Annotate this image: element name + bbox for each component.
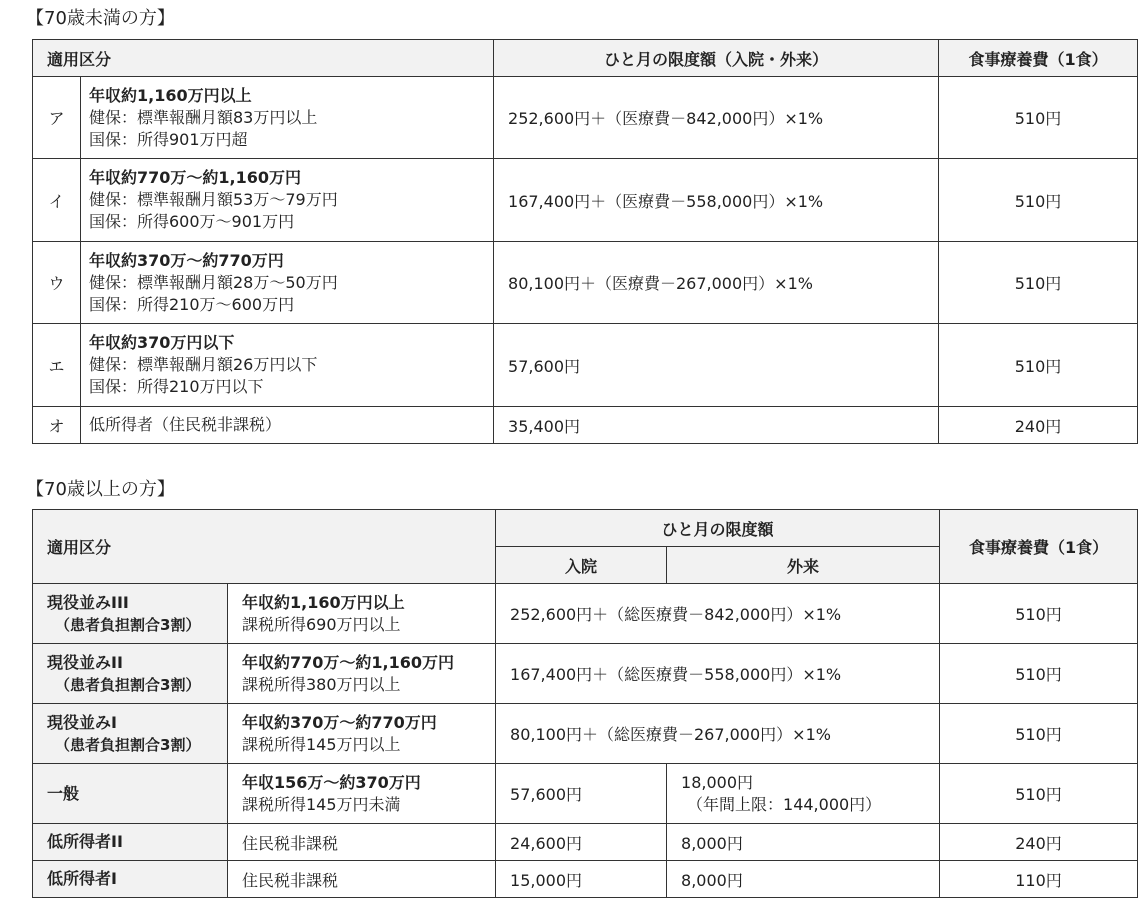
income-label: 年収約770万～約1,160万円 <box>242 652 455 672</box>
meal-value: 510円 <box>939 242 1138 324</box>
meal-value: 510円 <box>939 324 1138 407</box>
kenpo-label: 健保：標準報酬月額28万～50万円 <box>89 272 338 292</box>
header-inpatient: 入院 <box>496 547 667 584</box>
table-row <box>33 242 1138 324</box>
table-row <box>33 324 1138 407</box>
row-description <box>81 242 494 324</box>
income-label: 年収156万～約370万円 <box>242 772 421 792</box>
row-code: オ <box>33 407 81 444</box>
meal-value: 240円 <box>940 824 1138 861</box>
outpatient-value: 18,000円 <box>681 772 754 792</box>
row-description <box>81 159 494 242</box>
table-row <box>33 407 1138 444</box>
row-code: イ <box>33 159 81 242</box>
limit-value: 57,600円 <box>494 324 939 407</box>
limit-value: 167,400円＋（総医療費－558,000円）×1% <box>496 644 940 704</box>
income-label: 年収約770万～約1,160万円 <box>89 168 302 187</box>
income-label: 年収約370万～約770万円 <box>89 250 284 270</box>
outpatient-value: 8,000円 <box>667 861 940 898</box>
category-label: 現役並みIII <box>47 592 129 612</box>
tax-label: 課税所得380万円以上 <box>242 674 401 694</box>
header-row <box>33 510 1138 547</box>
table-row <box>33 824 1138 861</box>
header-meal: 食事療養費（1食） <box>940 510 1138 584</box>
meal-value: 510円 <box>939 77 1138 159</box>
row-description <box>81 324 494 407</box>
table-row <box>33 644 1138 704</box>
meal-value: 510円 <box>939 159 1138 242</box>
kokuho-label: 国保：所得210万円以下 <box>89 377 264 396</box>
income-label: 低所得者（住民税非課税） <box>89 415 282 434</box>
header-limit: ひと月の限度額 <box>496 510 940 547</box>
meal-value: 240円 <box>939 407 1138 444</box>
income-cell <box>228 584 496 644</box>
table-row <box>33 77 1138 159</box>
category-cell <box>33 644 228 704</box>
limit-value: 252,600円＋（総医療費－842,000円）×1% <box>496 584 940 644</box>
limit-value: 252,600円＋（医療費－842,000円）×1% <box>494 77 939 159</box>
meal-value: 510円 <box>940 764 1138 824</box>
meal-value: 510円 <box>940 644 1138 704</box>
table-under70 <box>32 39 1138 444</box>
category-cell <box>33 584 228 644</box>
category-cell: 一般 <box>33 764 228 824</box>
limit-value: 80,100円＋（医療費－267,000円）×1% <box>494 242 939 324</box>
income-cell <box>228 644 496 704</box>
header-limit: ひと月の限度額（入院・外来） <box>494 40 939 77</box>
category-cell: 低所得者I <box>33 861 228 898</box>
income-cell: 住民税非課税 <box>228 861 496 898</box>
header-outpatient: 外来 <box>667 547 940 584</box>
section-title-under70: 【70歳未満の方】 <box>26 8 175 29</box>
table-row <box>33 159 1138 242</box>
tax-label: 課税所得690万円以上 <box>242 614 401 634</box>
category-cell <box>33 704 228 764</box>
inpatient-value: 57,600円 <box>496 764 667 824</box>
inpatient-value: 15,000円 <box>496 861 667 898</box>
income-label: 年収約370万～約770万円 <box>242 712 437 732</box>
kokuho-label: 国保：所得600万～901万円 <box>89 212 295 231</box>
outpatient-value: 8,000円 <box>667 824 940 861</box>
category-label: 現役並みI <box>47 712 117 732</box>
row-description <box>81 407 494 444</box>
category-sub: （患者負担割合3割） <box>55 615 201 634</box>
income-cell: 住民税非課税 <box>228 824 496 861</box>
kokuho-label: 国保：所得901万円超 <box>89 129 248 149</box>
category-cell: 低所得者II <box>33 824 228 861</box>
row-code: ウ <box>33 242 81 324</box>
category-label: 現役並みII <box>47 652 123 672</box>
category-sub: （患者負担割合3割） <box>55 735 201 754</box>
outpatient-note: （年間上限：144,000円） <box>687 794 882 814</box>
kenpo-label: 健保：標準報酬月額83万円以上 <box>89 107 318 127</box>
tax-label: 課税所得145万円未満 <box>242 794 401 814</box>
row-description <box>81 77 494 159</box>
kenpo-label: 健保：標準報酬月額26万円以下 <box>89 355 318 374</box>
tax-label: 課税所得145万円以上 <box>242 734 401 754</box>
meal-value: 110円 <box>940 861 1138 898</box>
row-code: エ <box>33 324 81 407</box>
limit-value: 167,400円＋（医療費－558,000円）×1% <box>494 159 939 242</box>
header-meal: 食事療養費（1食） <box>939 40 1138 77</box>
table-row <box>33 861 1138 898</box>
table-row <box>33 764 1138 824</box>
meal-value: 510円 <box>940 584 1138 644</box>
section-title-over70: 【70歳以上の方】 <box>26 479 175 500</box>
outpatient-cell <box>667 764 940 824</box>
table-over70 <box>32 509 1138 898</box>
row-code: ア <box>33 77 81 159</box>
income-cell <box>228 764 496 824</box>
income-cell <box>228 704 496 764</box>
table-row <box>33 704 1138 764</box>
header-row <box>33 40 1138 77</box>
meal-value: 510円 <box>940 704 1138 764</box>
income-label: 年収約1,160万円以上 <box>242 592 405 612</box>
income-label: 年収約1,160万円以上 <box>89 85 252 105</box>
limit-value: 80,100円＋（総医療費－267,000円）×1% <box>496 704 940 764</box>
header-category: 適用区分 <box>33 510 496 584</box>
header-category: 適用区分 <box>33 40 494 77</box>
category-sub: （患者負担割合3割） <box>55 675 201 694</box>
income-label: 年収約370万円以下 <box>89 333 235 352</box>
kenpo-label: 健保：標準報酬月額53万～79万円 <box>89 190 338 209</box>
table-row <box>33 584 1138 644</box>
kokuho-label: 国保：所得210万～600万円 <box>89 294 295 314</box>
inpatient-value: 24,600円 <box>496 824 667 861</box>
limit-value: 35,400円 <box>494 407 939 444</box>
